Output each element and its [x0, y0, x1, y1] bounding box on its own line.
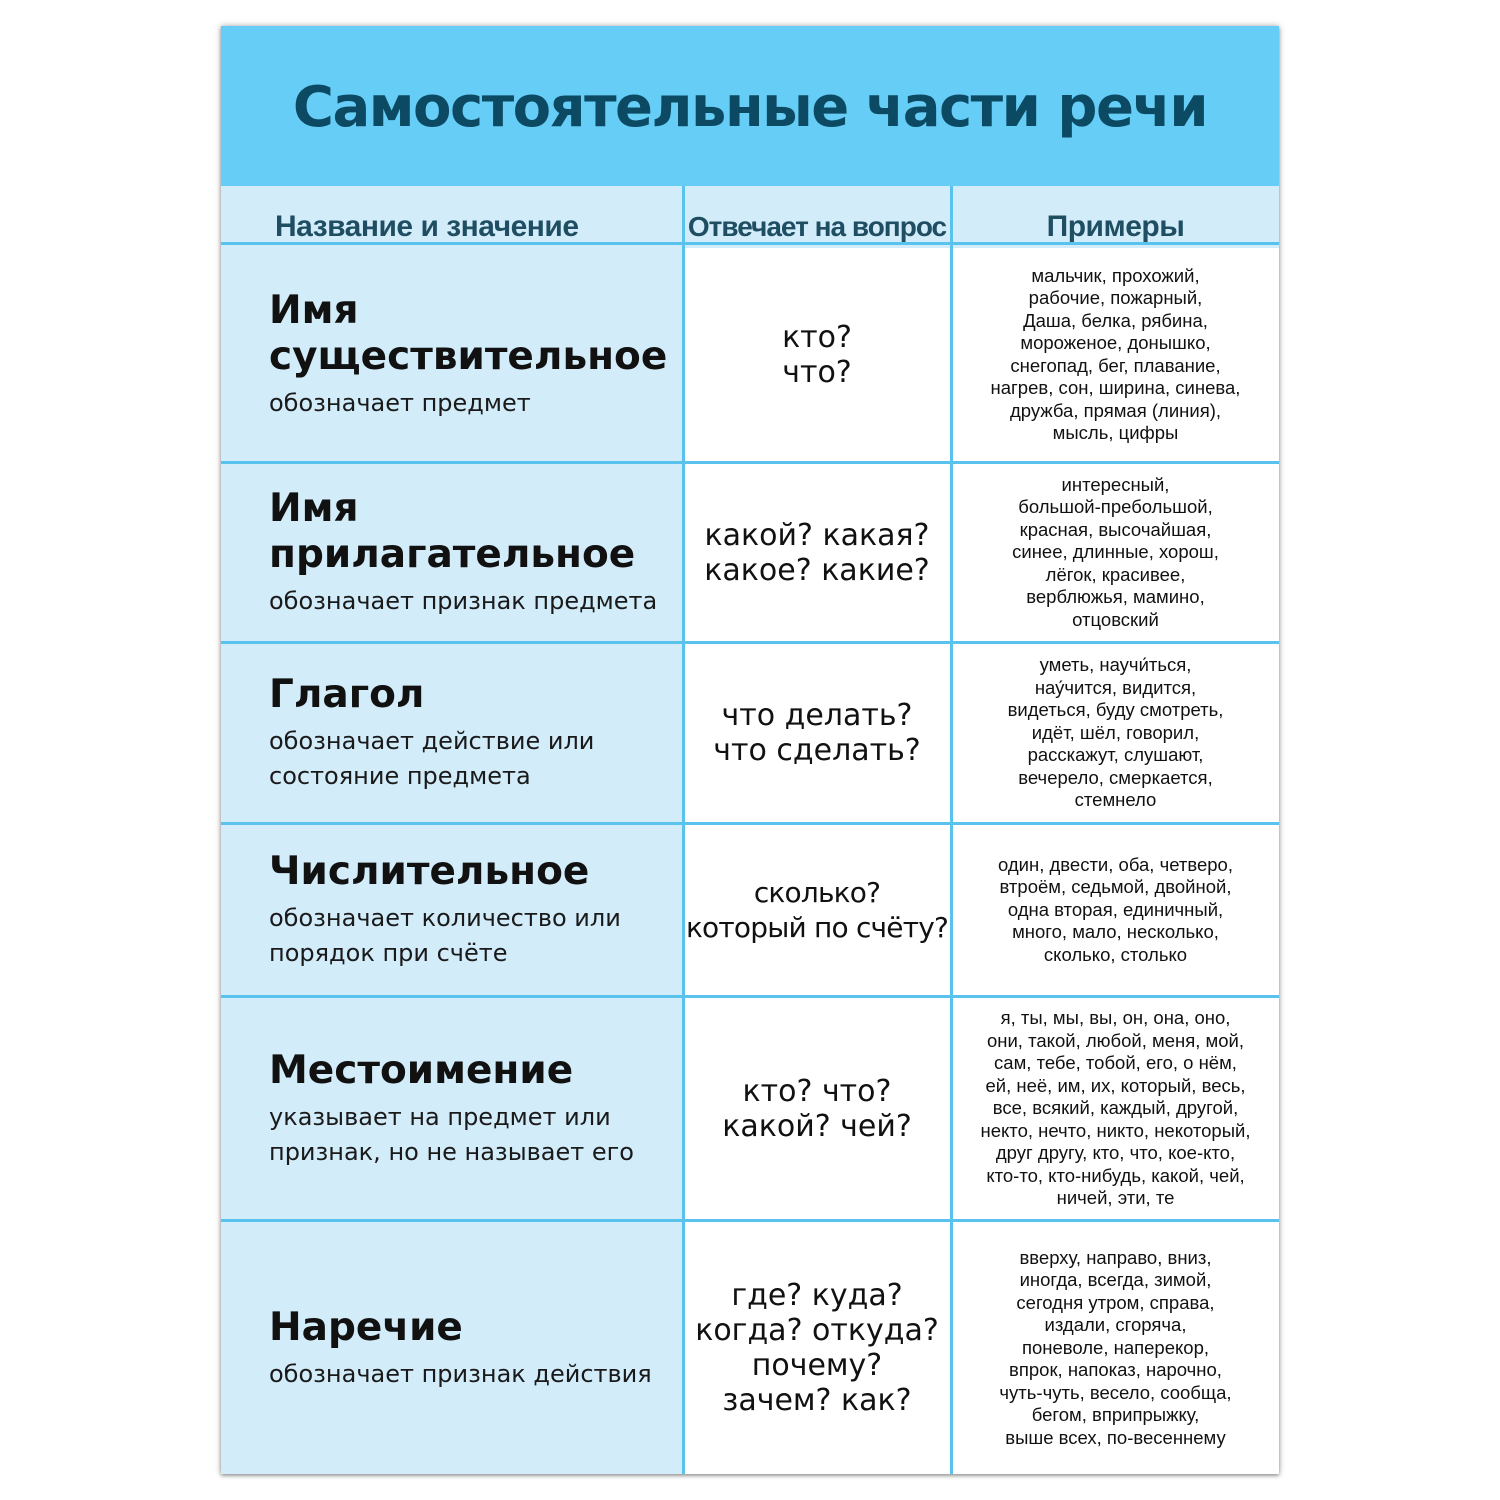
row-divider: [221, 1219, 1279, 1222]
table-row-verb-name: [221, 644, 682, 822]
table-row-verb-examples: [952, 644, 1279, 822]
part-of-speech-meaning: обозначает признак действия: [269, 1359, 652, 1388]
question-text: какой? какая? какое? какие?: [704, 517, 930, 588]
examples-text: один, двести, оба, четверо, втроём, седьмой, двойной, одна вторая, единичный, много, мало, несколько, сколько, столько: [998, 853, 1233, 965]
header-examples: Примеры: [952, 186, 1279, 267]
table-row-noun-question: [684, 248, 950, 461]
header-question: Отвечает на вопрос: [684, 186, 950, 267]
part-of-speech-title: Местоимение: [269, 1047, 574, 1093]
question-text: что делать? что сделать?: [713, 698, 921, 768]
row-divider: [221, 641, 1279, 644]
row-divider: [221, 461, 1279, 464]
part-of-speech-title: Наречие: [269, 1304, 463, 1350]
title-banner: [221, 26, 1279, 186]
question-text: кто? что? какой? чей?: [722, 1073, 912, 1144]
header-name-meaning: Название и значение: [221, 186, 682, 267]
table-row-pronoun-question: [684, 998, 950, 1219]
header-divider: [221, 242, 1279, 245]
column-divider: [682, 186, 685, 1474]
table-row-adverb-examples: [952, 1222, 1279, 1474]
column-divider: [950, 186, 953, 1474]
part-of-speech-title: Имя существительное: [269, 288, 668, 379]
examples-text: интересный, большой-пребольшой, красная, высочайшая, синее, длинные, хорош, лёгок, красивее, верблюжья, мамино, отцовский: [1012, 473, 1219, 630]
examples-text: уметь, научи́ться, нау́чится, видится, видеться, буду смотреть, идёт, шёл, говорил, расскажут, слушают, вечерело, смеркается, стемнело: [1007, 654, 1224, 811]
page-title: Самостоятельные части речи: [292, 74, 1208, 140]
table-row-pronoun-name: [221, 998, 682, 1219]
question-text: сколько? который по счёту?: [685, 876, 949, 944]
examples-text: мальчик, прохожий, рабочие, пожарный, Даша, белка, рябина, мороженое, донышко, снегопад, бег, плавание, нагрев, сон, ширина, синева, дружба, прямая (линия), мысль, цифры: [990, 264, 1241, 443]
table-row-noun-examples: [952, 248, 1279, 461]
part-of-speech-title: Имя прилагательное: [269, 486, 636, 577]
part-of-speech-title: Числительное: [269, 849, 590, 894]
table-row-adjective-examples: [952, 464, 1279, 641]
table-row-numeral-name: [221, 825, 682, 995]
examples-text: я, ты, мы, вы, он, она, оно, они, такой, любой, меня, мой, сам, тебе, тобой, его, о нём, ей, неё, им, их, который, весь, все, всякий, каждый, другой, некто, нечто, никто, некоторый, друг другу, кто, что, кое-кто, кто-то, кто-нибудь, какой, чей, ничей, эти, те: [980, 1007, 1251, 1209]
question-text: где? куда? когда? откуда? почему? зачем? как?: [695, 1278, 939, 1418]
table-row-adjective-question: [684, 464, 950, 641]
row-divider: [221, 822, 1279, 825]
table-row-numeral-examples: [952, 825, 1279, 995]
table-row-adverb-name: [221, 1222, 682, 1474]
table-row-numeral-question: [684, 825, 950, 995]
part-of-speech-title: Глагол: [269, 672, 425, 717]
table-row-noun-name: [221, 248, 682, 461]
part-of-speech-meaning: обозначает количество или порядок при счёте: [269, 904, 621, 967]
part-of-speech-meaning: обозначает действие или состояние предмета: [269, 727, 595, 790]
table-row-verb-question: [684, 644, 950, 822]
part-of-speech-meaning: обозначает предмет: [269, 389, 531, 417]
part-of-speech-meaning: указывает на предмет или признак, но не называет его: [269, 1102, 634, 1166]
table-row-adverb-question: [684, 1222, 950, 1474]
question-text: кто? что?: [782, 319, 852, 390]
table-row-adjective-name: [221, 464, 682, 641]
table-row-pronoun-examples: [952, 998, 1279, 1219]
part-of-speech-meaning: обозначает признак предмета: [269, 587, 658, 615]
poster: [221, 26, 1279, 1474]
row-divider: [221, 995, 1279, 998]
examples-text: вверху, направо, вниз, иногда, всегда, зимой, сегодня утром, справа, издали, сгоряча, поневоле, наперекор, впрок, напоказ, нарочно, чуть-чуть, весело, сообща, бегом, вприпрыжку, выше всех, по-весеннему: [999, 1246, 1232, 1448]
